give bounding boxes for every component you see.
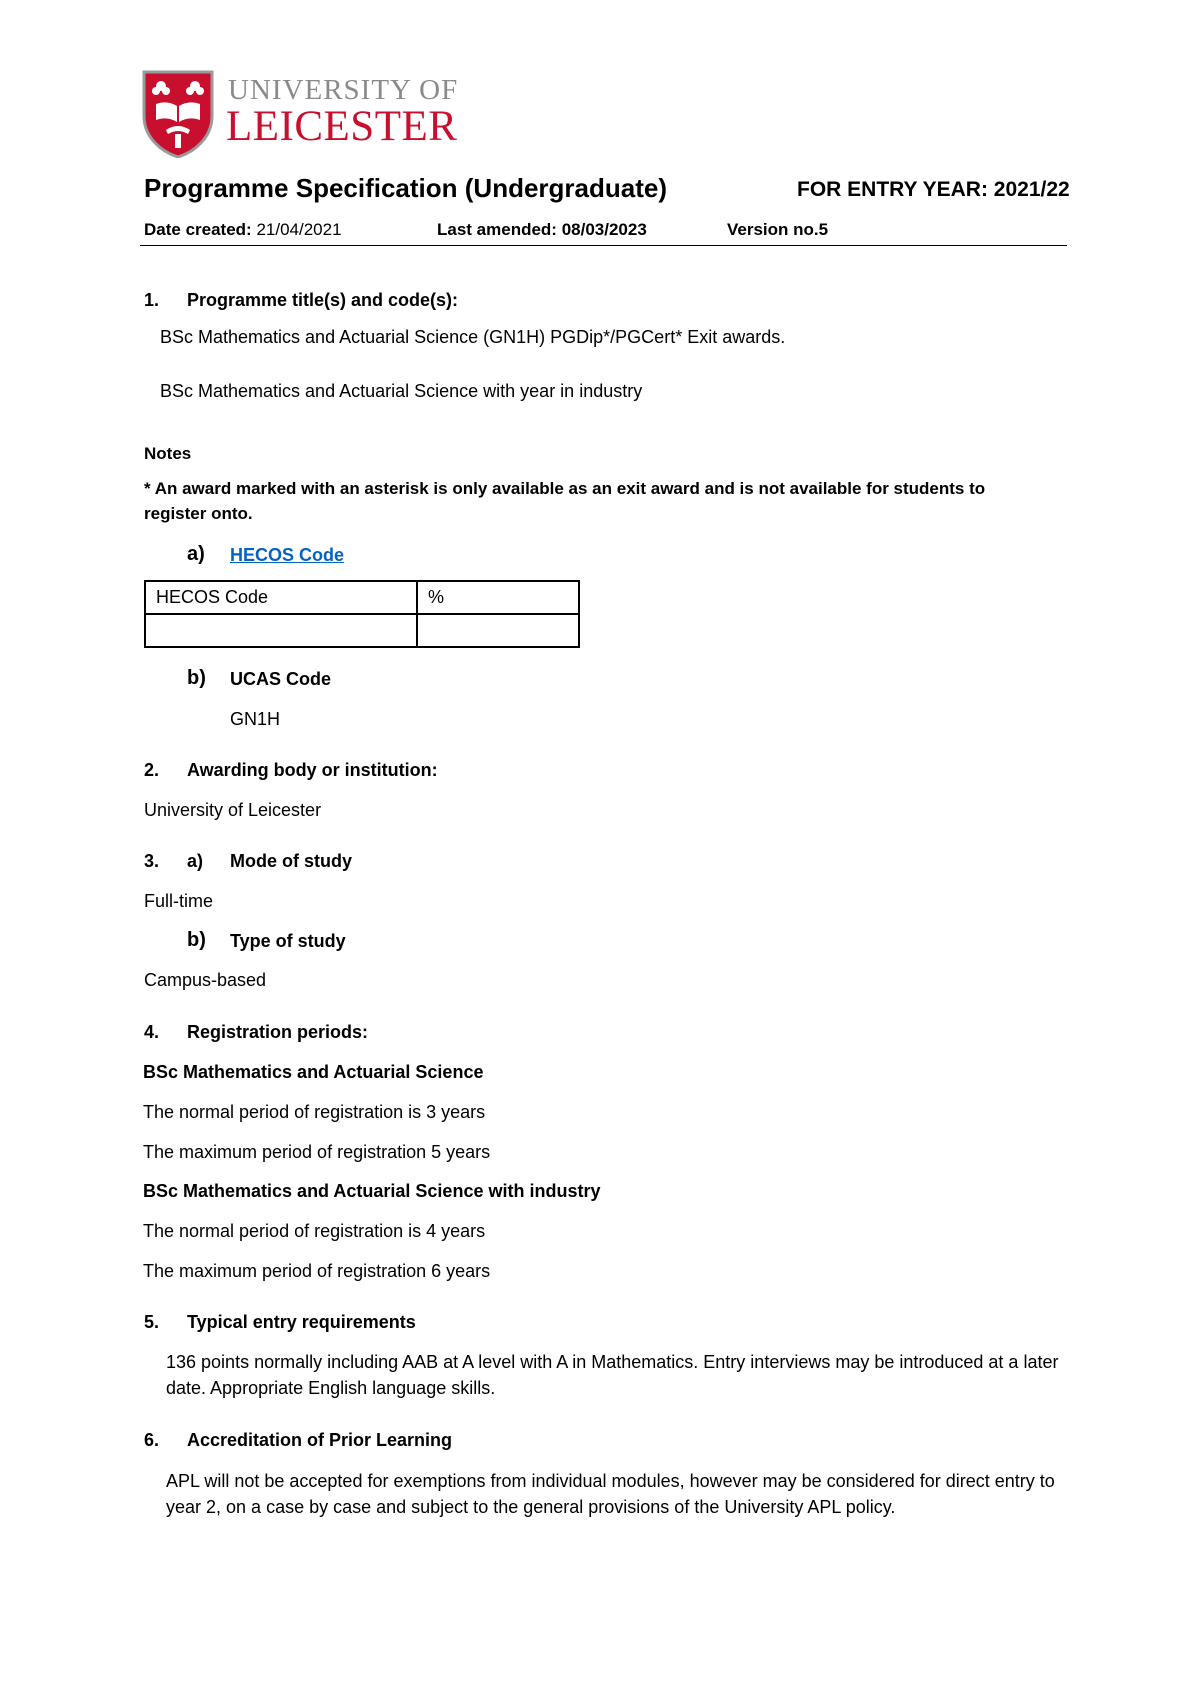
section-3-number: 3. (144, 851, 160, 871)
hecos-header-percent: % (417, 581, 579, 614)
notes-heading: Notes (144, 444, 192, 463)
section-1b-label: b) (187, 667, 206, 689)
hecos-cell-code (145, 614, 417, 647)
mode-of-study-value: Full-time (144, 891, 214, 911)
hecos-header-code: HECOS Code (145, 581, 417, 614)
programme-title-2: BSc Mathematics and Actuarial Science with year in industry (160, 381, 643, 401)
logo-line2: LEICESTER (226, 103, 458, 150)
ucas-code-heading: UCAS Code (230, 669, 332, 689)
entry-year: FOR ENTRY YEAR: 2021/22 (797, 178, 1070, 201)
table-row (145, 614, 579, 647)
section-1-number: 1. (144, 290, 160, 310)
date-created-label: Date created: (144, 220, 252, 239)
hecos-code-link[interactable]: HECOS Code (230, 545, 345, 565)
apl-text: APL will not be accepted for exemptions from individual modules, however may be considered for direct entry to year 2, on a case by case and subject to the general provisions of the University APL policy. (166, 1471, 1055, 1517)
section-2-number: 2. (144, 760, 160, 780)
logo-line1: UNIVERSITY OF (228, 74, 459, 106)
university-crest-icon (142, 70, 214, 158)
document-title: Programme Specification (Undergraduate) (144, 173, 667, 203)
date-created-value: 21/04/2021 (256, 220, 342, 239)
ucas-code-value: GN1H (230, 709, 281, 729)
last-amended: Last amended: 08/03/2023 (437, 220, 647, 239)
registration-programme-2: BSc Mathematics and Actuarial Science with industry (143, 1181, 601, 1201)
section-3b-label: b) (187, 929, 206, 951)
section-1a-label: a) (187, 543, 205, 565)
programme-title-1: BSc Mathematics and Actuarial Science (GN1H) PGDip*/PGCert* Exit awards. (160, 327, 786, 347)
hecos-cell-percent (417, 614, 579, 647)
section-6-heading: Accreditation of Prior Learning (187, 1430, 453, 1450)
hecos-table (144, 580, 580, 648)
mode-of-study-heading: Mode of study (230, 851, 352, 871)
section-2-heading: Awarding body or institution: (187, 760, 438, 780)
version-number: Version no.5 (727, 220, 829, 239)
type-of-study-heading: Type of study (230, 931, 346, 951)
header-divider (140, 245, 1067, 246)
awarding-body-value: University of Leicester (144, 800, 322, 820)
university-logo (142, 70, 472, 160)
section-5-heading: Typical entry requirements (187, 1312, 416, 1332)
section-6-number: 6. (144, 1430, 160, 1450)
registration-1-normal: The normal period of registration is 3 years (143, 1102, 486, 1122)
registration-2-normal: The normal period of registration is 4 years (143, 1221, 486, 1241)
date-created (144, 220, 342, 240)
section-1-heading: Programme title(s) and code(s): (187, 290, 459, 310)
section-4-number: 4. (144, 1022, 160, 1042)
section-3a-label: a) (187, 851, 204, 871)
registration-1-max: The maximum period of registration 5 years (143, 1142, 491, 1162)
section-4-heading: Registration periods: (187, 1022, 369, 1042)
registration-programme-1: BSc Mathematics and Actuarial Science (143, 1062, 484, 1082)
notes-text: * An award marked with an asterisk is only available as an exit award and is not available for students to register onto. (144, 479, 986, 523)
type-of-study-value: Campus-based (144, 970, 267, 990)
table-row (145, 581, 579, 614)
entry-requirements-text: 136 points normally including AAB at A level with A in Mathematics. Entry interviews may be introduced at a later date. Appropriate English language skills. (166, 1352, 1059, 1398)
registration-2-max: The maximum period of registration 6 years (143, 1261, 491, 1281)
section-5-number: 5. (144, 1312, 160, 1332)
